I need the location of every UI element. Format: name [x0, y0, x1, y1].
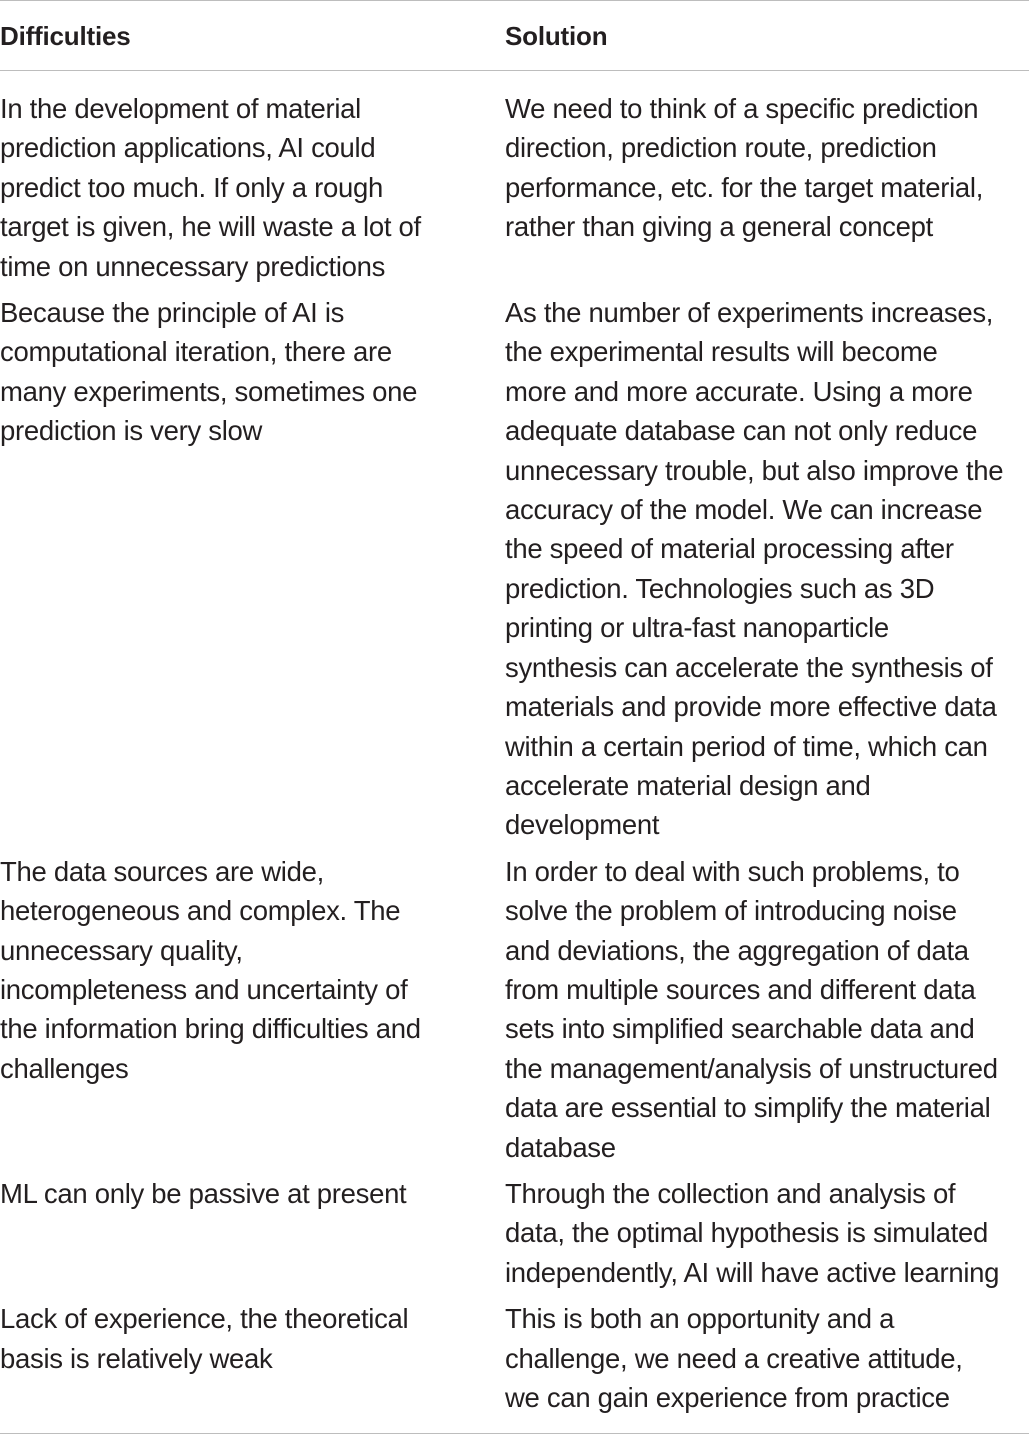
table-row	[0, 1299, 1029, 1417]
solution-cell: We need to think of a specific prediction direction, prediction route, prediction performance, etc. for the target material, rather than giving a general concept	[505, 93, 984, 243]
difficulty-cell: Lack of experience, the theoretical basis is relatively weak	[0, 1303, 409, 1374]
table-row	[0, 293, 1029, 845]
solution-cell: In order to deal with such problems, to solve the problem of introducing noise and deviations, the aggregation of data from multiple sources and different data sets into simplified searchable data and the management/analysis of unstructured data are essential to simplify the material database	[505, 855, 998, 1163]
table-row	[0, 1174, 1029, 1292]
solution-cell: As the number of experiments increases, the experimental results will become more and more accurate. Using a more adequate database can not only reduce unnecessary trouble, but also improve the accuracy of the model. We can increase the speed of material processing after prediction. Technologies such as 3D printing or ultra-fast nanoparticle synthesis can accelerate the synthesis of materials and provide more effective data within a certain period of time, which can accelerate material design and development	[505, 297, 1004, 841]
solution-cell: This is both an opportunity and a challenge, we need a creative attitude, we can gain experience from practice	[505, 1303, 963, 1413]
solution-cell: Through the collection and analysis of data, the optimal hypothesis is simulated independently, AI will have active learning	[505, 1177, 1000, 1288]
table-body	[0, 71, 1029, 1433]
header-difficulties: Difficulties	[0, 20, 131, 51]
difficulty-cell: Because the principle of AI is computational iteration, there are many experiments, sometimes one prediction is very slow	[0, 297, 418, 447]
difficulty-cell: In the development of material prediction applications, AI could predict too much. If only a rough target is given, he will waste a lot of time on unnecessary predictions	[0, 93, 421, 282]
table-row	[0, 89, 1029, 286]
difficulty-cell: The data sources are wide, heterogeneous and complex. The unnecessary quality, incompleteness and uncertainty of the information bring difficulties and challenges	[0, 855, 421, 1084]
header-solution: Solution	[505, 20, 608, 51]
difficulty-cell: ML can only be passive at present	[0, 1177, 407, 1209]
table-row	[0, 852, 1029, 1167]
table-header-row	[0, 1, 1029, 71]
